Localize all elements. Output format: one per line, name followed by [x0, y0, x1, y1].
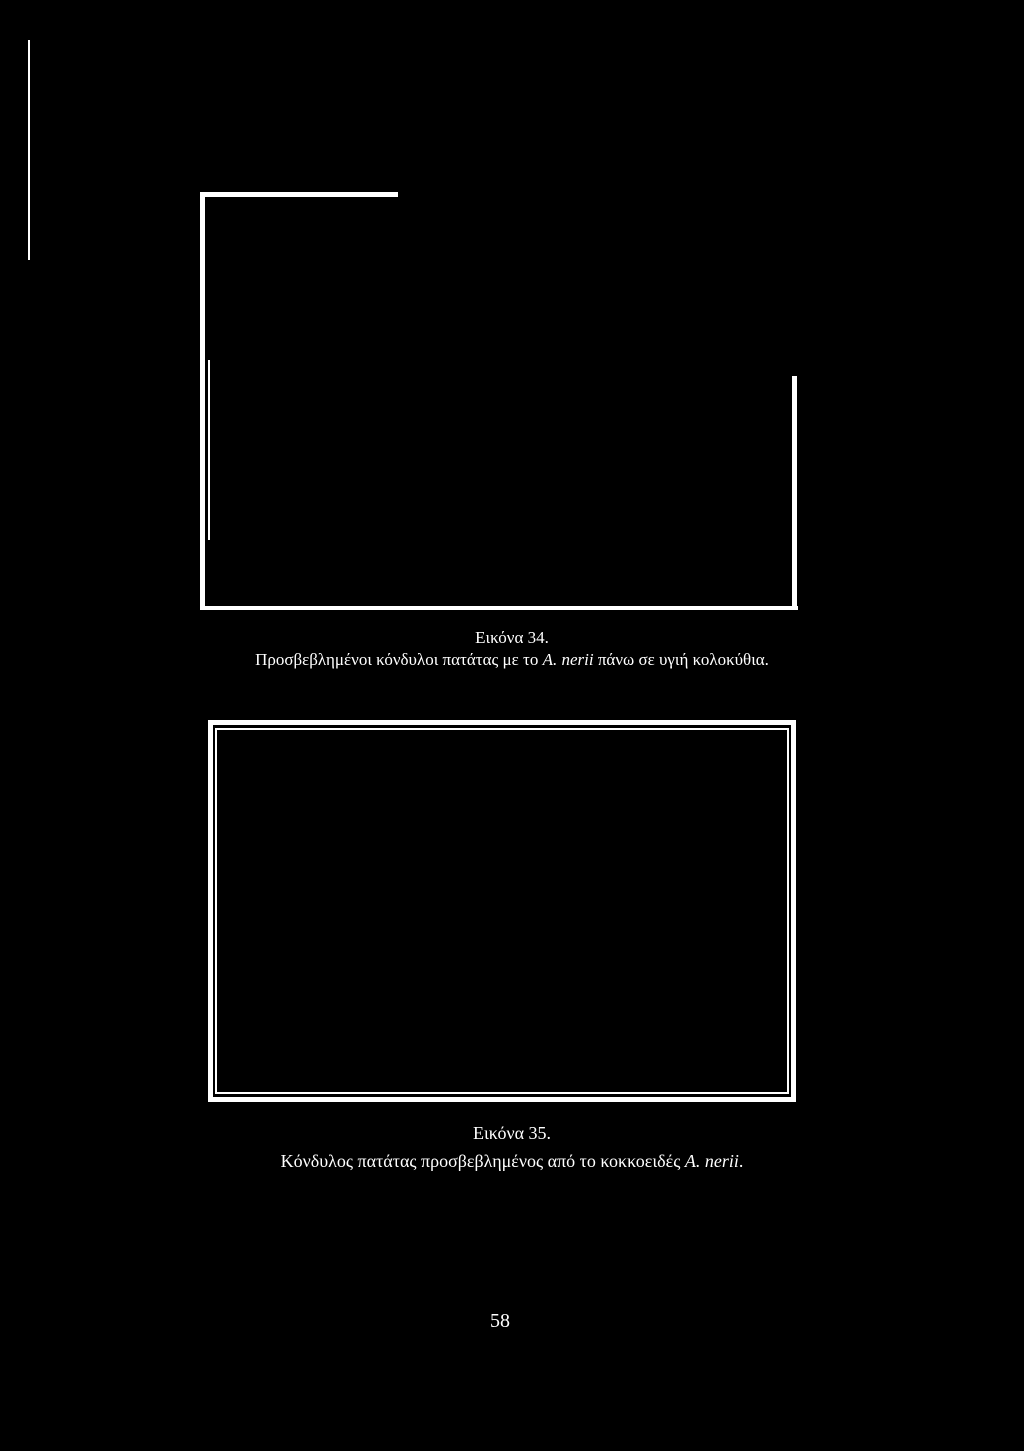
figure-34-frame-inner-edge [208, 360, 210, 540]
figure-34-caption-species: A. nerii [542, 650, 594, 669]
figure-34-caption [0, 650, 1024, 670]
figure-34-caption-tail: πάνω σε υγιή κολοκύθια. [593, 650, 769, 669]
figure-34-frame-gap [398, 188, 800, 197]
figure-35-caption-species: A. nerii [684, 1151, 739, 1171]
figure-35-caption-text: Κόνδυλος πατάτας προσβεβλημένος από το κοκκοειδές [280, 1151, 685, 1171]
page-number: 58 [490, 1310, 510, 1332]
figure-34-frame-right-edge [792, 376, 797, 610]
figure-35-caption-tail: . [738, 1151, 744, 1171]
figure-35-photo [208, 720, 796, 1102]
figure-35-label: Εικόνα 35. [472, 1123, 552, 1143]
figure-34-caption-text: Προσβεβλημένοι κόνδυλοι πατάτας με το [255, 650, 543, 669]
figure-34-photo [200, 192, 798, 610]
figure-34-label: Εικόνα 34. [475, 628, 549, 647]
scan-margin-line [28, 40, 30, 260]
figure-35-caption [0, 1151, 1024, 1171]
